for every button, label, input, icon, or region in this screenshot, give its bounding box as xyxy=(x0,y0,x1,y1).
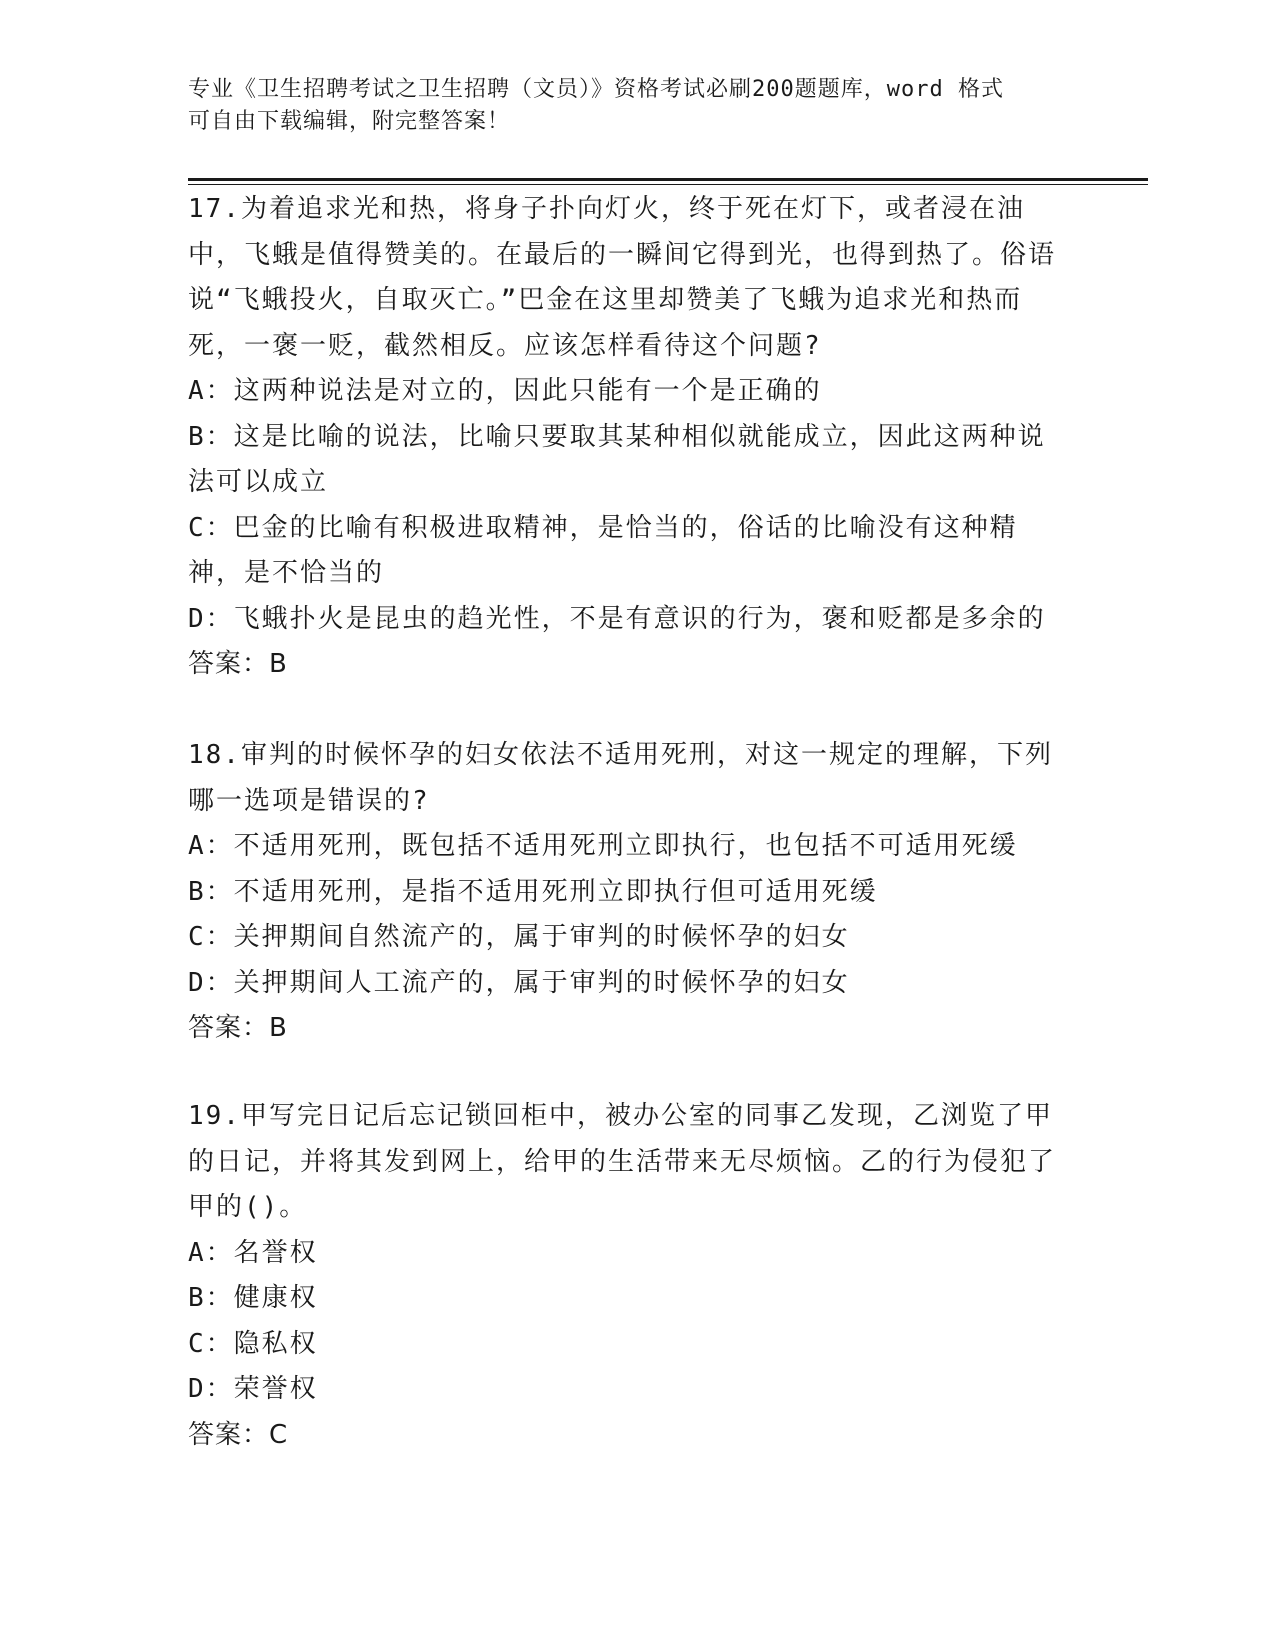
question-number: 18. xyxy=(188,740,241,770)
question-number: 17. xyxy=(188,194,241,224)
option-b: B：这是比喻的说法，比喻只要取其某种相似就能成立，因此这两种说法可以成立 xyxy=(188,421,1046,497)
answer: 答案：B xyxy=(188,649,288,679)
question-text: 甲写完日记后忘记锁回柜中，被办公室的同事乙发现，乙浏览了甲的日记，并将其发到网上，给甲的生活带来无尽烦恼。乙的行为侵犯了甲的()。 xyxy=(188,1101,1057,1222)
answer: 答案：C xyxy=(188,1419,289,1450)
option-c: C：关押期间自然流产的，属于审判的时候怀孕的妇女 xyxy=(188,922,850,952)
question-stem xyxy=(188,187,1068,369)
option-c: C：巴金的比喻有积极进取精神，是恰当的，俗话的比喻没有这种精神，是不恰当的 xyxy=(188,512,1018,588)
question-text: 为着追求光和热，将身子扑向灯火，终于死在灯下，或者浸在油中，飞蛾是值得赞美的。在最后的一瞬间它得到光，也得到热了。俗语说“飞蛾投火，自取灭亡。”巴金在这里却赞美了飞蛾为追求光和热而死，一褒一贬，截然相反。应该怎样看待这个问题? xyxy=(188,194,1057,361)
answer: 答案：B xyxy=(188,1013,288,1043)
question-17 xyxy=(188,187,1068,688)
question-stem xyxy=(188,1094,1068,1231)
header-title-line-1: 专业《卫生招聘考试之卫生招聘（文员）》资格考试必刷200题题库，word 格式 xyxy=(188,77,1004,102)
option-d: D：关押期间人工流产的，属于审判的时候怀孕的妇女 xyxy=(188,967,850,998)
header-divider-thin xyxy=(188,184,1148,185)
option-a: A：名誉权 xyxy=(188,1237,318,1268)
document-header xyxy=(188,74,1068,138)
header-divider-thick xyxy=(188,178,1148,181)
option-a: A：这两种说法是对立的，因此只能有一个是正确的 xyxy=(188,376,822,406)
option-a: A：不适用死刑，既包括不适用死刑立即执行，也包括不可适用死缓 xyxy=(188,831,1018,861)
question-18 xyxy=(188,733,1068,1052)
option-d: D：荣誉权 xyxy=(188,1374,318,1404)
question-stem xyxy=(188,733,1068,824)
header-title-line-2: 可自由下载编辑，附完整答案！ xyxy=(188,109,511,134)
option-b: B：健康权 xyxy=(188,1283,318,1313)
question-19 xyxy=(188,1094,1068,1458)
option-b: B：不适用死刑，是指不适用死刑立即执行但可适用死缓 xyxy=(188,876,878,907)
option-c: C：隐私权 xyxy=(188,1328,318,1359)
question-number: 19. xyxy=(188,1101,241,1131)
option-d: D：飞蛾扑火是昆虫的趋光性，不是有意识的行为，褒和贬都是多余的 xyxy=(188,603,1046,634)
question-text: 审判的时候怀孕的妇女依法不适用死刑，对这一规定的理解，下列哪一选项是错误的? xyxy=(188,740,1053,816)
